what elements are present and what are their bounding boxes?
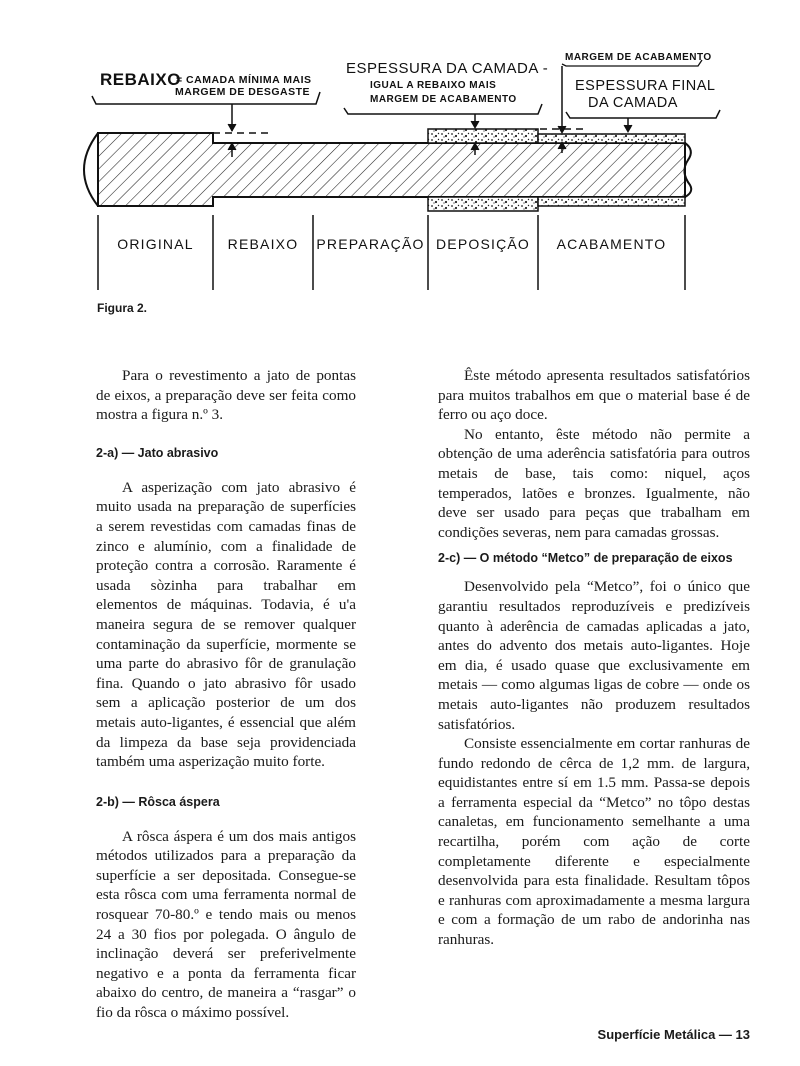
stage-original: ORIGINAL xyxy=(117,236,194,252)
section-c-title: 2-c) — O método “Metco” de preparação de eixos xyxy=(438,551,733,566)
stage-deposicao: DEPOSIÇÃO xyxy=(435,236,531,252)
label-espessura-final-2: DA CAMADA xyxy=(588,95,678,111)
label-rebaixo-title: REBAIXO xyxy=(100,70,181,89)
label-rebaixo-def-2: MARGEM DE DESGASTE xyxy=(175,86,311,98)
section-b-title: 2-b) — Rôsca áspera xyxy=(96,794,220,809)
figure-2 xyxy=(0,0,800,300)
section-a-title: 2-a) — Jato abrasivo xyxy=(96,445,219,460)
deposit-bottom-acabamento xyxy=(538,197,685,206)
bracket-final xyxy=(566,110,720,118)
label-espessura-1: ESPESSURA DA CAMADA - xyxy=(346,60,549,77)
section-a-paragraph: A asperização com jato abrasivo é muito usada na preparação de superfícies a serem revestidas com camadas finas de zinco e alumínio, com a finalidade de proteção contra a corrosão. Raramente é usada sòzinha para trabalhar em elementos de máquinas. Todavia, é u'a maneira segura de se remover qualquer contaminação da superfície, mormente se uma parte do abrasivo fôr de granulação fina. Quando o jato abrasivo fôr usado sem a aplicação posterior de um dos metais auto-ligantes, é essencial que além da limpeza da base seja providenciada também uma asperização muito forte. xyxy=(96,478,356,771)
deposit-top-deposicao xyxy=(428,129,538,143)
bracket-espessura xyxy=(344,104,542,114)
shaft-left-end xyxy=(84,133,98,206)
right-paragraph-4: Consiste essencialmente em cortar ranhuras de fundo redondo de cêrca de 1,2 mm. de largura, equidistantes entre sí em 1.5 mm. Passa-se depois a ferramenta especial da “Metco” no tôpo destas canaletas, em funcionamento semelhante a uma recartilha, porém com ação de corte completamente diferente e especialmente desenvolvida para esta finalidade. Resultam tôpos e ranhuras com aproximadamente a mesma largura e com a formação de um rabo de andorinha nas ranhuras. xyxy=(438,735,750,949)
label-espessura-3: MARGEM DE ACABAMENTO xyxy=(370,94,517,105)
label-margem-acabamento: MARGEM DE ACABAMENTO xyxy=(565,52,712,63)
right-paragraph-2: No entanto, êste método não permite a obtenção de uma aderência satisfatória para outros metais de base, tais como: niquel, aços temperados, latões e bronzes. Igualmente, não deve ser usado para peças que trabalham em condições severas, nem para camadas grossas. xyxy=(438,425,750,541)
right-column xyxy=(438,366,750,950)
stage-rebaixo: REBAIXO xyxy=(227,236,299,252)
page-footer: Superfície Metálica — 13 xyxy=(597,1027,750,1042)
shaft-body xyxy=(98,133,685,206)
right-paragraph-3: Desenvolvido pela “Metco”, foi o único que garantiu resultados reproduzíveis e predizíveis quanto à aderência de camadas aplicadas a jato, antes do advento dos metais auto-ligantes. Hoje em dia, é usado quase que exclusivamente em metais — como algumas ligas de cobre — onde os metais auto-ligantes não produzem resultados satisfatórios. xyxy=(438,578,750,733)
stage-preparacao: PREPARAÇÃO xyxy=(316,236,425,252)
deposit-top-acabamento xyxy=(538,134,685,143)
section-b-paragraph: A rôsca áspera é um dos mais antigos métodos utilizados para a preparação da superfície a ser depositada. Consegue-se esta rôsca com uma ferramenta normal de rosquear 70-80.º e tendo mais ou menos 24 a 30 fios por polegada. O ângulo de inclinação deverá ser preferivelmente negativo e a ponta da ferramenta ficar abaixo do centro, de maneira a “rasgar” o fio da rôsca o máximo possível. xyxy=(96,827,356,1022)
figure-caption: Figura 2. xyxy=(97,301,148,315)
left-column xyxy=(96,366,356,1023)
deposit-bottom-deposicao xyxy=(428,197,538,211)
label-rebaixo-def-1: = CAMADA MÍNIMA MAIS xyxy=(176,74,312,86)
label-espessura-2: IGUAL A REBAIXO MAIS xyxy=(370,80,497,91)
stage-acabamento: ACABAMENTO xyxy=(556,236,667,252)
label-espessura-final-1: ESPESSURA FINAL xyxy=(575,78,716,94)
intro-paragraph: Para o revestimento a jato de pontas de eixos, a preparação deve ser feita como mostra a figura n.º 3. xyxy=(96,367,356,424)
right-paragraph-1: Êste método apresenta resultados satisfatórios para muitos trabalhos em que o material base é de ferro ou aço doce. xyxy=(438,367,750,424)
